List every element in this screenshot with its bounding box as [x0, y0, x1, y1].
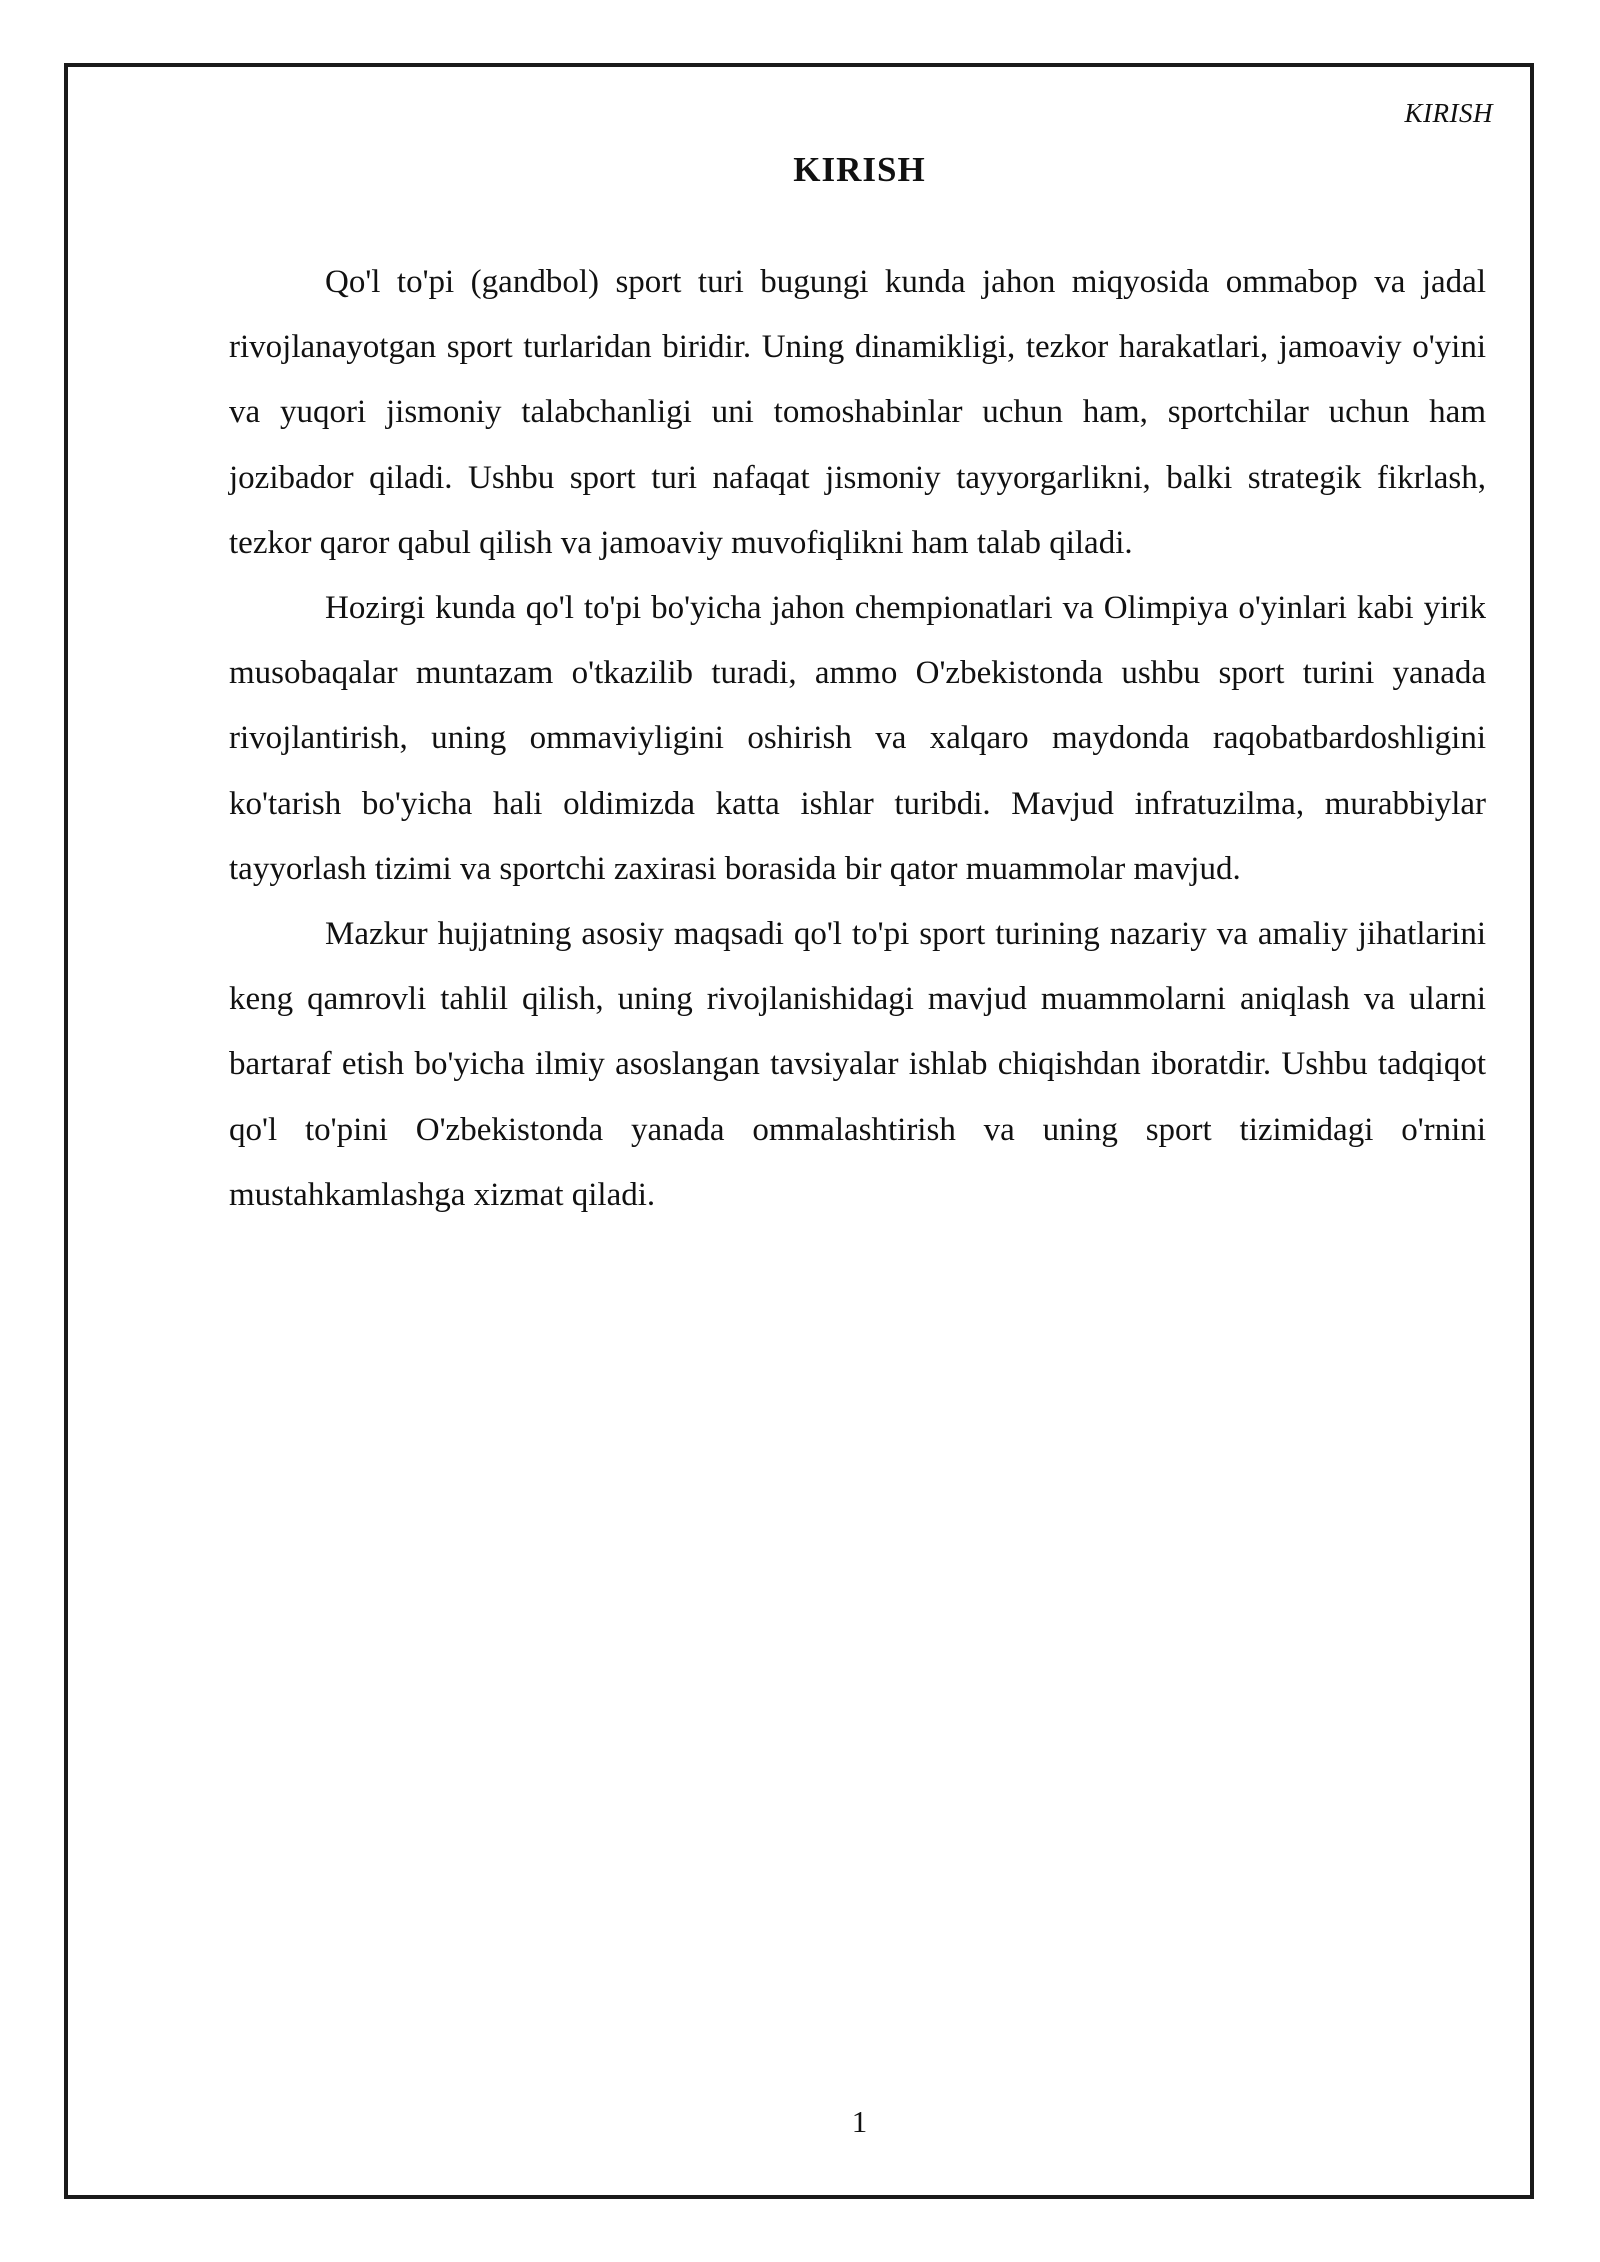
- page-number: 1: [851, 2104, 868, 2139]
- page-title: KIRISH: [793, 150, 926, 189]
- paragraph-2: Hozirgi kunda qo'l to'pi bo'yicha jahon chempionatlari va Olimpiya o'yinlari kabi yirik musobaqalar muntazam o'tkazilib turadi, ammo O'zbekistonda ushbu sport turini yanada rivojlantirish, uning ommaviyligini oshirish va xalqaro maydonda raqobatbardoshligini ko'tarish bo'yicha hali oldimizda katta ishlar turibdi. Mavjud infratuzilma, murabbiylar tayyorlash tizimi va sportchi zaxirasi borasida bir qator muammolar mavjud.: [229, 590, 1486, 887]
- paragraph-3: Mazkur hujjatning asosiy maqsadi qo'l to'pi sport turining nazariy va amaliy jihatlarini keng qamrovli tahlil qilish, uning rivojlanishidagi mavjud muammolarni aniqlash va ularni bartaraf etish bo'yicha ilmiy asoslangan tavsiyalar ishlab chiqishdan iboratdir. Ushbu tadqiqot qo'l to'pini O'zbekistonda yanada ommalashtirish va uning sport tizimidagi o'rnini mustahkamlashga xizmat qiladi.: [229, 916, 1486, 1213]
- paragraph-1: Qo'l to'pi (gandbol) sport turi bugungi kunda jahon miqyosida ommabop va jadal rivojlanayotgan sport turlaridan biridir. Uning dinamikligi, tezkor harakatlari, jamoaviy o'yini va yuqori jismoniy talabchanligi uni tomoshabinlar uchun ham, sportchilar uchun ham jozibador qiladi. Ushbu sport turi nafaqat jismoniy tayyorgarlikni, balki strategik fikrlash, tezkor qaror qabul qilish va jamoaviy muvofiqlikni ham talab qiladi.: [229, 264, 1486, 561]
- body-text: [229, 250, 1486, 1228]
- running-header: KIRISH: [1404, 98, 1493, 128]
